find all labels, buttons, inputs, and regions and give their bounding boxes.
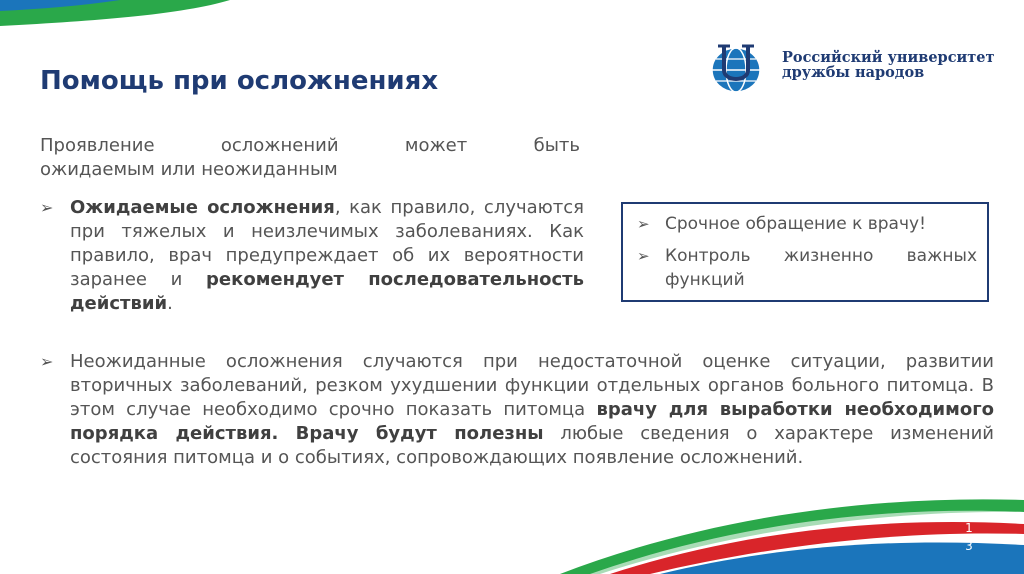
intro-paragraph — [40, 134, 580, 182]
plain-text: , как правило, случаются при тяжелых и неизлечимых заболеваниях. Как правило, врач предупреждает об их вероятности заранее и — [70, 197, 585, 290]
page-number-digit: 3 — [965, 539, 973, 553]
action-box — [621, 202, 989, 302]
page-number — [963, 519, 975, 555]
box-item-text: Контроль жизненно важных функций — [665, 246, 977, 290]
bold-text: Ожидаемые осложнения — [70, 197, 335, 218]
bold-text: рекомендует последовательность действий — [70, 269, 584, 314]
bullet-arrow-icon: ➢ — [637, 215, 650, 233]
university-logo — [706, 40, 996, 96]
bullet-arrow-icon: ➢ — [40, 352, 54, 371]
logo-text — [782, 50, 994, 80]
bullet-text — [70, 350, 994, 470]
bold-text: врачу для выработки необходимого порядка действия. Врачу будут полезны — [70, 399, 994, 444]
bullet-arrow-icon: ➢ — [637, 247, 650, 265]
globe-logo-icon — [706, 40, 770, 96]
bullet-arrow-icon: ➢ — [40, 198, 54, 217]
plain-text: Неожиданные осложнения случаются при недостаточной оценке ситуации, развитии вторичных заболеваний, резком ухудшении функции отдельных органов больного питомца. В этом случае необходимо срочно показать питомца — [70, 351, 994, 420]
intro-line-1: Проявление осложнений может быть — [40, 135, 580, 156]
page-number-digit: 1 — [965, 521, 973, 535]
intro-line-2: ожидаемым или неожиданным — [40, 159, 338, 180]
page-title: Помощь при осложнениях — [40, 66, 439, 96]
logo-line-2: дружбы народов — [782, 64, 925, 81]
logo-line-1: Российский университет — [782, 49, 995, 66]
plain-text: любые сведения о характере изменений состояния питомца и о событиях, сопровождающих появление осложнений. — [70, 423, 994, 468]
plain-text: . — [167, 293, 173, 314]
bullet-text — [70, 196, 584, 316]
box-item-text: Срочное обращение к врачу! — [665, 214, 926, 234]
